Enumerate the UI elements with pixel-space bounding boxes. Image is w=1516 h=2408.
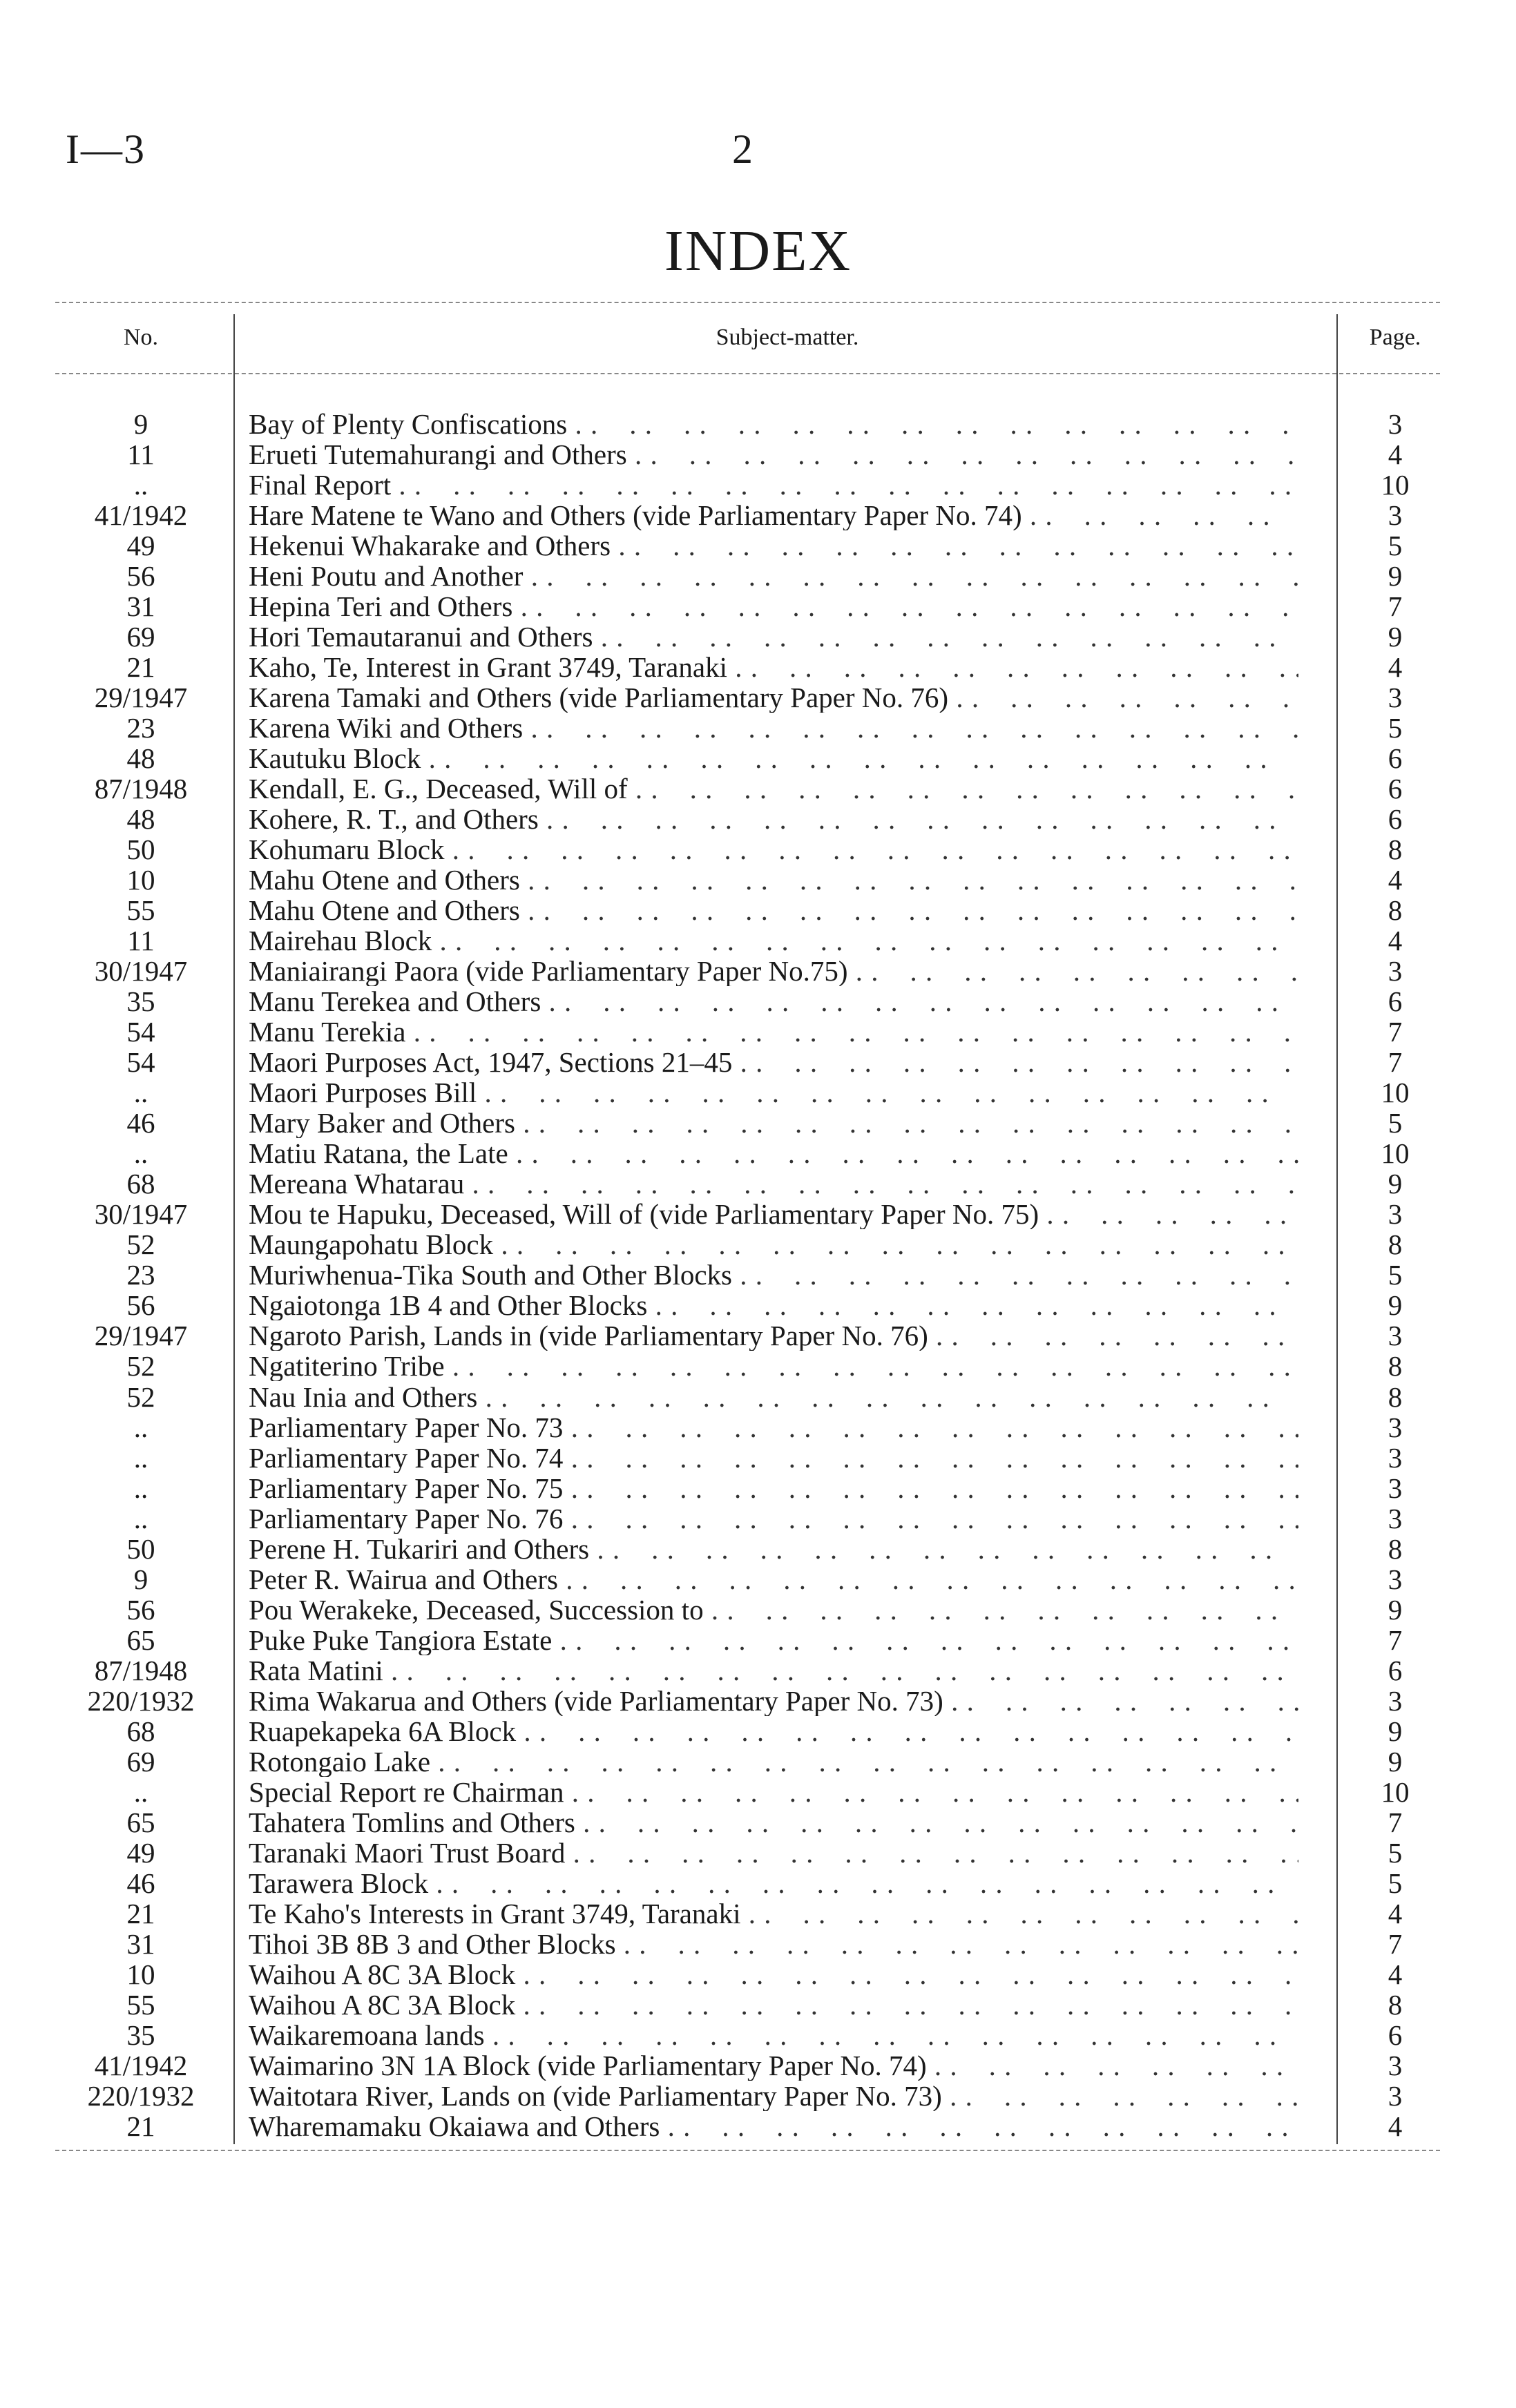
index-row — [0, 2081, 1516, 2111]
entry-number: 68 — [126, 1715, 155, 1747]
entry-subject: Tarawera Block . . — [249, 1868, 1298, 1898]
entry-number: 11 — [127, 439, 155, 471]
entry-subject: Parliamentary Paper No. 74 . . — [249, 1443, 1298, 1473]
entry-number: 55 — [126, 1988, 155, 2021]
index-row — [0, 622, 1516, 652]
index-row — [0, 1838, 1516, 1868]
entry-page: 6 — [1388, 1654, 1403, 1686]
entry-subject: Maori Purposes Act, 1947, Sections 21–45 . . — [249, 1047, 1298, 1077]
index-row — [0, 865, 1516, 895]
entry-subject: Ngaiotonga 1B 4 and Other Blocks . . — [249, 1290, 1298, 1320]
entry-page: 3 — [1388, 408, 1403, 440]
entry-subject: Hare Matene te Wano and Others (vide Parliamentary Paper No. 74) . . — [249, 500, 1298, 530]
entry-number: 220/1932 — [87, 1684, 195, 1717]
entry-number: 52 — [126, 1229, 155, 1261]
entry-number: 10 — [126, 1958, 155, 1990]
column-header-no: No. — [123, 325, 159, 350]
entry-page: 6 — [1388, 985, 1403, 1018]
table-top-rule — [55, 302, 1440, 303]
index-row — [0, 1138, 1516, 1168]
document-code: I—3 — [66, 126, 146, 172]
entry-page: 9 — [1388, 1289, 1403, 1322]
entry-number: .. — [133, 1502, 148, 1534]
index-row — [0, 1382, 1516, 1412]
entry-page: 7 — [1388, 1016, 1403, 1048]
column-header-page: Page. — [1369, 325, 1421, 350]
entry-page: 10 — [1381, 1775, 1410, 1808]
entry-page: 7 — [1388, 1624, 1403, 1656]
entry-page: 3 — [1388, 2049, 1403, 2081]
entry-page: 6 — [1388, 2019, 1403, 2051]
index-row — [0, 1443, 1516, 1473]
entry-page: 8 — [1388, 1229, 1403, 1261]
entry-subject: Mary Baker and Others . . — [249, 1108, 1298, 1138]
entry-subject: Hepina Teri and Others . . — [249, 591, 1298, 622]
entry-page: 9 — [1388, 621, 1403, 653]
entry-number: 48 — [126, 803, 155, 836]
entry-page: 3 — [1388, 1441, 1403, 1474]
entry-number: 30/1947 — [94, 955, 188, 988]
entry-subject: Pou Werakeke, Deceased, Succession to . . — [249, 1595, 1298, 1625]
entry-number: 23 — [126, 712, 155, 744]
entry-subject: Mahu Otene and Others . . — [249, 865, 1298, 895]
index-row — [0, 925, 1516, 956]
entry-page: 7 — [1388, 1927, 1403, 1960]
entry-subject: Manu Terekia . . — [249, 1017, 1298, 1047]
entry-subject: Maori Purposes Bill . . — [249, 1077, 1298, 1108]
entry-number: 220/1932 — [87, 2079, 195, 2112]
entry-subject: Karena Wiki and Others . . — [249, 713, 1298, 743]
entry-page: 9 — [1388, 1715, 1403, 1747]
entry-page: 7 — [1388, 1806, 1403, 1838]
entry-subject: Waitotara River, Lands on (vide Parliamentary Paper No. 73) . . — [249, 2081, 1298, 2111]
index-row — [0, 1929, 1516, 1959]
index-row — [0, 956, 1516, 986]
entry-subject: Kohumaru Block . . — [249, 834, 1298, 865]
index-row — [0, 743, 1516, 773]
entry-page: 8 — [1388, 1380, 1403, 1413]
entry-page: 3 — [1388, 1198, 1403, 1231]
entry-subject: Maniairangi Paora (vide Parliamentary Paper No.75) . . — [249, 956, 1298, 986]
entry-number: 35 — [126, 985, 155, 1018]
entry-subject: Parliamentary Paper No. 76 . . — [249, 1503, 1298, 1534]
entry-page: 4 — [1388, 864, 1403, 896]
index-row — [0, 1412, 1516, 1443]
index-row — [0, 530, 1516, 561]
entry-page: 4 — [1388, 439, 1403, 471]
entry-subject: Bay of Plenty Confiscations . . — [249, 409, 1298, 439]
entry-page: 4 — [1388, 2110, 1403, 2142]
entry-subject: Rata Matini . . — [249, 1655, 1298, 1686]
entry-number: 21 — [126, 651, 155, 684]
index-row — [0, 1473, 1516, 1503]
entry-number: 29/1947 — [94, 682, 188, 714]
entry-number: 56 — [126, 1593, 155, 1626]
entry-page: 5 — [1388, 530, 1403, 562]
index-row — [0, 439, 1516, 470]
entry-subject: Mereana Whatarau . . — [249, 1168, 1298, 1199]
entry-number: .. — [133, 1472, 148, 1504]
index-row — [0, 986, 1516, 1017]
entry-subject: Ruapekapeka 6A Block . . — [249, 1716, 1298, 1746]
entry-page: 8 — [1388, 834, 1403, 866]
entry-subject: Muriwhenua-Tika South and Other Blocks . . — [249, 1260, 1298, 1290]
entry-number: .. — [133, 1441, 148, 1474]
entry-number: .. — [133, 1411, 148, 1443]
index-row — [0, 561, 1516, 591]
entry-subject: Mou te Hapuku, Deceased, Will of (vide Parliamentary Paper No. 75) . . — [249, 1199, 1298, 1229]
entry-subject: Wharemamaku Okaiawa and Others . . — [249, 2111, 1298, 2141]
index-row — [0, 1655, 1516, 1686]
entry-number: 48 — [126, 742, 155, 775]
entry-number: 52 — [126, 1380, 155, 1413]
entry-number: 56 — [126, 1289, 155, 1322]
entry-number: .. — [133, 1137, 148, 1170]
entry-subject: Kohere, R. T., and Others . . — [249, 804, 1298, 834]
entry-number: 21 — [126, 1897, 155, 1929]
entry-page: 8 — [1388, 1988, 1403, 2021]
entry-subject: Peter R. Wairua and Others . . — [249, 1564, 1298, 1595]
entry-subject: Taranaki Maori Trust Board . . — [249, 1838, 1298, 1868]
index-row — [0, 470, 1516, 500]
entry-subject: Te Kaho's Interests in Grant 3749, Taranaki . . — [249, 1898, 1298, 1929]
entry-subject: Waihou A 8C 3A Block . . — [249, 1959, 1298, 1990]
page-title: INDEX — [664, 219, 852, 283]
index-row — [0, 713, 1516, 743]
entry-number: 21 — [126, 2110, 155, 2142]
entry-number: 52 — [126, 1350, 155, 1383]
entry-subject: Ngaroto Parish, Lands in (vide Parliamentary Paper No. 76) . . — [249, 1320, 1298, 1351]
entry-number: 49 — [126, 1836, 155, 1869]
entry-subject: Matiu Ratana, the Late . . — [249, 1138, 1298, 1168]
index-row — [0, 1290, 1516, 1320]
entry-page: 9 — [1388, 560, 1403, 593]
entry-page: 6 — [1388, 803, 1403, 836]
entry-page: 7 — [1388, 1046, 1403, 1079]
index-table-body — [0, 409, 1516, 2141]
entry-subject: Ngatiterino Tribe . . — [249, 1351, 1298, 1381]
table-header-rule — [55, 373, 1440, 374]
entry-number: 50 — [126, 834, 155, 866]
entry-page: 10 — [1381, 1077, 1410, 1109]
entry-number: .. — [133, 1775, 148, 1808]
entry-subject: Perene H. Tukariri and Others . . — [249, 1534, 1298, 1564]
entry-page: 9 — [1388, 1593, 1403, 1626]
index-row — [0, 682, 1516, 713]
index-row — [0, 1686, 1516, 1716]
entry-subject: Nau Inia and Others . . — [249, 1382, 1298, 1412]
entry-page: 5 — [1388, 712, 1403, 744]
index-row — [0, 652, 1516, 682]
entry-subject: Maungapohatu Block . . — [249, 1229, 1298, 1260]
entry-page: 5 — [1388, 1867, 1403, 1899]
index-row — [0, 1108, 1516, 1138]
entry-subject: Hori Temautaranui and Others . . — [249, 622, 1298, 652]
entry-page: 8 — [1388, 1532, 1403, 1565]
entry-page: 4 — [1388, 1897, 1403, 1929]
index-row — [0, 1868, 1516, 1898]
entry-subject: Parliamentary Paper No. 73 . . — [249, 1412, 1298, 1443]
index-row — [0, 1047, 1516, 1077]
index-row — [0, 2020, 1516, 2050]
index-row — [0, 2050, 1516, 2081]
entry-subject: Rotongaio Lake . . — [249, 1746, 1298, 1777]
entry-page: 5 — [1388, 1259, 1403, 1291]
entry-number: 65 — [126, 1624, 155, 1656]
index-row — [0, 1351, 1516, 1381]
index-row — [0, 895, 1516, 925]
entry-number: 55 — [126, 894, 155, 927]
index-row — [0, 1260, 1516, 1290]
entry-subject: Erueti Tutemahurangi and Others . . — [249, 439, 1298, 470]
entry-number: .. — [133, 469, 148, 501]
column-header-subject: Subject-matter. — [716, 325, 859, 350]
index-row — [0, 500, 1516, 530]
entry-number: 23 — [126, 1259, 155, 1291]
entry-subject: Mairehau Block . . — [249, 925, 1298, 956]
index-row — [0, 1534, 1516, 1564]
entry-page: 4 — [1388, 1958, 1403, 1990]
entry-page: 3 — [1388, 1472, 1403, 1504]
index-row — [0, 1017, 1516, 1047]
entry-number: 9 — [133, 408, 148, 440]
entry-subject: Final Report . . — [249, 470, 1298, 500]
entry-subject: Special Report re Chairman . . — [249, 1777, 1298, 1807]
entry-number: 41/1942 — [94, 2049, 188, 2081]
index-row — [0, 1077, 1516, 1108]
entry-number: 35 — [126, 2019, 155, 2051]
entry-page: 6 — [1388, 742, 1403, 775]
entry-page: 10 — [1381, 1137, 1410, 1170]
entry-page: 3 — [1388, 682, 1403, 714]
index-row — [0, 1320, 1516, 1351]
entry-page: 3 — [1388, 955, 1403, 988]
entry-number: 49 — [126, 530, 155, 562]
entry-subject: Parliamentary Paper No. 75 . . — [249, 1473, 1298, 1503]
entry-subject: Kautuku Block . . — [249, 743, 1298, 773]
entry-page: 4 — [1388, 925, 1403, 957]
entry-page: 3 — [1388, 1563, 1403, 1595]
entry-number: 31 — [126, 1927, 155, 1960]
entry-number: 29/1947 — [94, 1320, 188, 1352]
entry-subject: Tihoi 3B 8B 3 and Other Blocks . . — [249, 1929, 1298, 1959]
index-row — [0, 591, 1516, 622]
page-number: 2 — [732, 126, 753, 172]
entry-number: 65 — [126, 1806, 155, 1838]
index-row — [0, 1168, 1516, 1199]
entry-subject: Kendall, E. G., Deceased, Will of . . — [249, 773, 1298, 804]
index-row — [0, 1959, 1516, 1990]
entry-number: 11 — [127, 925, 155, 957]
entry-number: 69 — [126, 621, 155, 653]
index-row — [0, 1898, 1516, 1929]
entry-number: 46 — [126, 1107, 155, 1139]
entry-number: 30/1947 — [94, 1198, 188, 1231]
entry-page: 7 — [1388, 590, 1403, 623]
index-row — [0, 773, 1516, 804]
entry-number: 9 — [133, 1563, 148, 1595]
entry-subject: Waimarino 3N 1A Block (vide Parliamentary Paper No. 74) . . — [249, 2050, 1298, 2081]
entry-number: 87/1948 — [94, 773, 188, 805]
entry-number: 69 — [126, 1745, 155, 1778]
entry-subject: Rima Wakarua and Others (vide Parliamentary Paper No. 73) . . — [249, 1686, 1298, 1716]
entry-number: 41/1942 — [94, 499, 188, 532]
index-row — [0, 409, 1516, 439]
entry-subject: Manu Terekea and Others . . — [249, 986, 1298, 1017]
index-row — [0, 1777, 1516, 1807]
index-row — [0, 804, 1516, 834]
entry-page: 10 — [1381, 469, 1410, 501]
entry-number: 31 — [126, 590, 155, 623]
entry-subject: Waikaremoana lands . . — [249, 2020, 1298, 2050]
entry-page: 3 — [1388, 1411, 1403, 1443]
entry-page: 8 — [1388, 1350, 1403, 1383]
entry-page: 9 — [1388, 1168, 1403, 1200]
entry-number: 46 — [126, 1867, 155, 1899]
entry-page: 9 — [1388, 1745, 1403, 1778]
index-row — [0, 2111, 1516, 2141]
entry-page: 8 — [1388, 894, 1403, 927]
entry-subject: Tahatera Tomlins and Others . . — [249, 1807, 1298, 1838]
entry-subject: Mahu Otene and Others . . — [249, 895, 1298, 925]
entry-number: 10 — [126, 864, 155, 896]
index-row — [0, 1503, 1516, 1534]
entry-number: 87/1948 — [94, 1654, 188, 1686]
table-bottom-rule — [55, 2150, 1440, 2151]
index-row — [0, 1990, 1516, 2020]
index-row — [0, 1746, 1516, 1777]
entry-subject: Waihou A 8C 3A Block . . — [249, 1990, 1298, 2020]
entry-subject: Kaho, Te, Interest in Grant 3749, Taranaki . . — [249, 652, 1298, 682]
entry-subject: Puke Puke Tangiora Estate . . — [249, 1625, 1298, 1655]
entry-number: 54 — [126, 1016, 155, 1048]
index-row — [0, 1199, 1516, 1229]
entry-page: 6 — [1388, 773, 1403, 805]
index-row — [0, 834, 1516, 865]
index-row — [0, 1564, 1516, 1595]
index-row — [0, 1625, 1516, 1655]
entry-number: .. — [133, 1077, 148, 1109]
entry-page: 3 — [1388, 2079, 1403, 2112]
entry-number: 56 — [126, 560, 155, 593]
entry-subject: Hekenui Whakarake and Others . . — [249, 530, 1298, 561]
entry-page: 3 — [1388, 499, 1403, 532]
index-row — [0, 1229, 1516, 1260]
entry-page: 5 — [1388, 1836, 1403, 1869]
index-row — [0, 1716, 1516, 1746]
entry-page: 5 — [1388, 1107, 1403, 1139]
entry-page: 3 — [1388, 1502, 1403, 1534]
entry-page: 3 — [1388, 1684, 1403, 1717]
entry-page: 4 — [1388, 651, 1403, 684]
entry-subject: Heni Poutu and Another . . — [249, 561, 1298, 591]
entry-number: 54 — [126, 1046, 155, 1079]
entry-number: 50 — [126, 1532, 155, 1565]
entry-subject: Karena Tamaki and Others (vide Parliamentary Paper No. 76) . . — [249, 682, 1298, 713]
index-row — [0, 1807, 1516, 1838]
entry-number: 68 — [126, 1168, 155, 1200]
entry-page: 3 — [1388, 1320, 1403, 1352]
index-row — [0, 1595, 1516, 1625]
